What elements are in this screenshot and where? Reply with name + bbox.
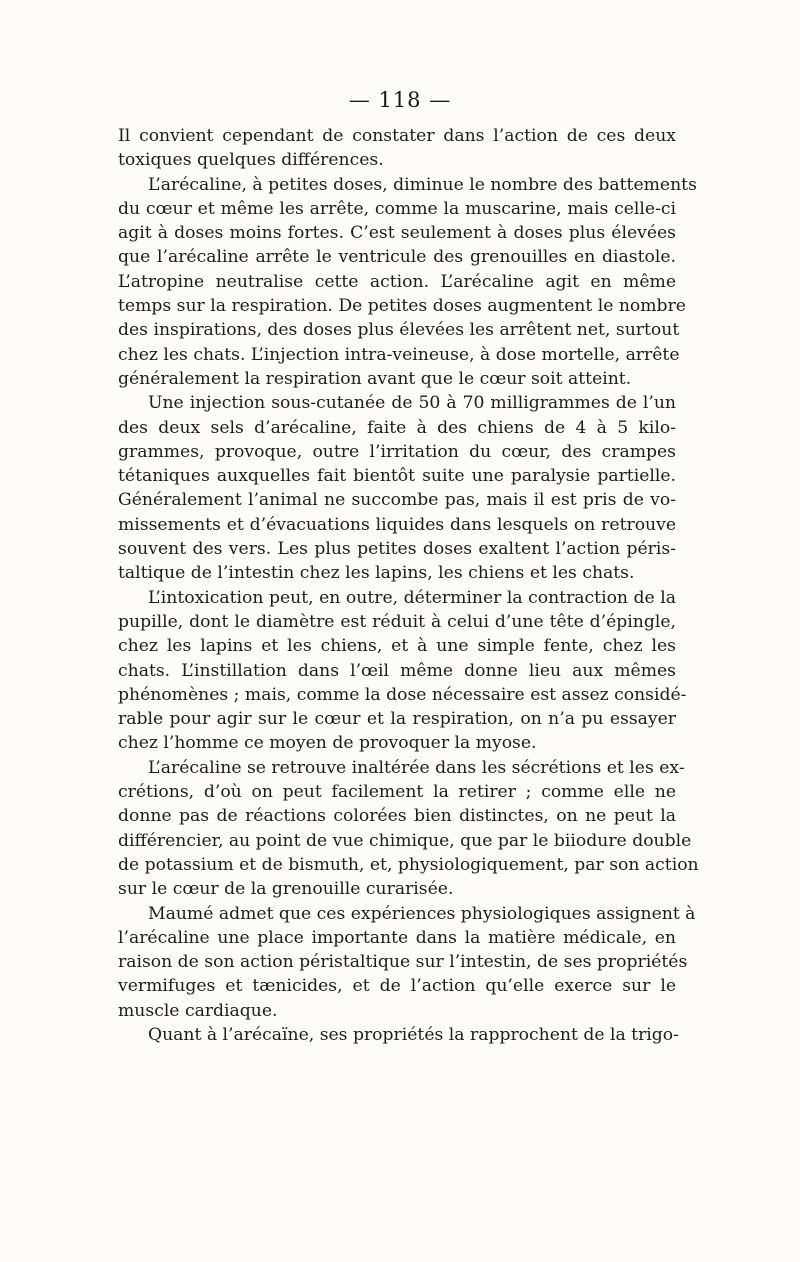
text-line: l’arécaline une place importante dans la matière médicale, en bbox=[118, 927, 676, 948]
text-line: toxiques quelques différences. bbox=[118, 150, 384, 171]
text-line: chats. L’instillation dans l’œil même donne lieu aux mêmes bbox=[118, 660, 676, 681]
text-line: chez les chats. L’injection intra-veineuse, à dose mortelle, arrête bbox=[118, 344, 680, 365]
text-line: vermifuges et tænicides, et de l’action qu’elle exerce sur le bbox=[118, 976, 676, 997]
text-line: chez l’homme ce moyen de provoquer la myose. bbox=[118, 733, 537, 754]
text-line: donne pas de réactions colorées bien distinctes, on ne peut la bbox=[118, 806, 676, 827]
text-line: différencier, au point de vue chimique, que par le biiodure double bbox=[118, 830, 692, 851]
text-line: temps sur la respiration. De petites doses augmentent le nombre bbox=[118, 296, 686, 317]
text-line: sur le cœur de la grenouille curarisée. bbox=[118, 879, 454, 900]
page-number: — 118 — bbox=[348, 88, 452, 112]
text-line: généralement la respiration avant que le cœur soit atteint. bbox=[118, 368, 632, 389]
text-line: chez les lapins et les chiens, et à une simple fente, chez les bbox=[118, 636, 676, 657]
body-text bbox=[118, 124, 699, 1047]
text-line: rable pour agir sur le cœur et la respiration, on n’a pu essayer bbox=[118, 709, 676, 730]
text-line: crétions, d’où on peut facilement la retirer ; comme elle ne bbox=[118, 782, 676, 803]
text-line: des inspirations, des doses plus élevées les arrêtent net, surtout bbox=[118, 320, 680, 341]
text-line: pupille, dont le diamètre est réduit à celui d’une tête d’épingle, bbox=[118, 611, 676, 632]
text-line: tétaniques auxquelles fait bientôt suite une paralysie partielle. bbox=[118, 466, 676, 487]
text-line: phénomènes ; mais, comme la dose nécessaire est assez considé- bbox=[118, 684, 687, 705]
text-line: Généralement l’animal ne succombe pas, mais il est pris de vo- bbox=[118, 490, 676, 511]
text-line: Quant à l’arécaïne, ses propriétés la rapprochent de la trigo- bbox=[148, 1024, 679, 1045]
text-line: du cœur et même les arrête, comme la muscarine, mais celle-ci bbox=[118, 198, 676, 219]
text-line: Il convient cependant de constater dans l’action de ces deux bbox=[118, 126, 676, 146]
text-line: muscle cardiaque. bbox=[118, 1000, 278, 1021]
text-line: des deux sels d’arécaline, faite à des chiens de 4 à 5 kilo- bbox=[118, 417, 676, 438]
text-line: grammes, provoque, outre l’irritation du cœur, des crampes bbox=[118, 441, 676, 462]
text-line: L’atropine neutralise cette action. L’arécaline agit en même bbox=[118, 271, 676, 292]
text-line: agit à doses moins fortes. C’est seulement à doses plus élevées bbox=[118, 223, 676, 244]
text-line: Maumé admet que ces expériences physiologiques assignent à bbox=[148, 903, 696, 924]
text-line: souvent des vers. Les plus petites doses exaltent l’action péris- bbox=[118, 539, 676, 560]
text-line: de potassium et de bismuth, et, physiologiquement, par son action bbox=[118, 854, 699, 875]
text-line: Une injection sous-cutanée de 50 à 70 milligrammes de l’un bbox=[148, 393, 676, 414]
text-line: raison de son action péristaltique sur l’intestin, de ses propriétés bbox=[118, 952, 688, 973]
text-line: missements et d’évacuations liquides dans lesquels on retrouve bbox=[118, 514, 676, 535]
text-line: L’arécaline, à petites doses, diminue le nombre des battements bbox=[148, 174, 697, 195]
text-line: taltique de l’intestin chez les lapins, les chiens et les chats. bbox=[118, 563, 635, 584]
text-line: que l’arécaline arrête le ventricule des grenouilles en diastole. bbox=[118, 247, 676, 268]
text-line: L’arécaline se retrouve inaltérée dans les sécrétions et les ex- bbox=[148, 757, 685, 778]
text-line: L’intoxication peut, en outre, déterminer la contraction de la bbox=[148, 587, 676, 608]
